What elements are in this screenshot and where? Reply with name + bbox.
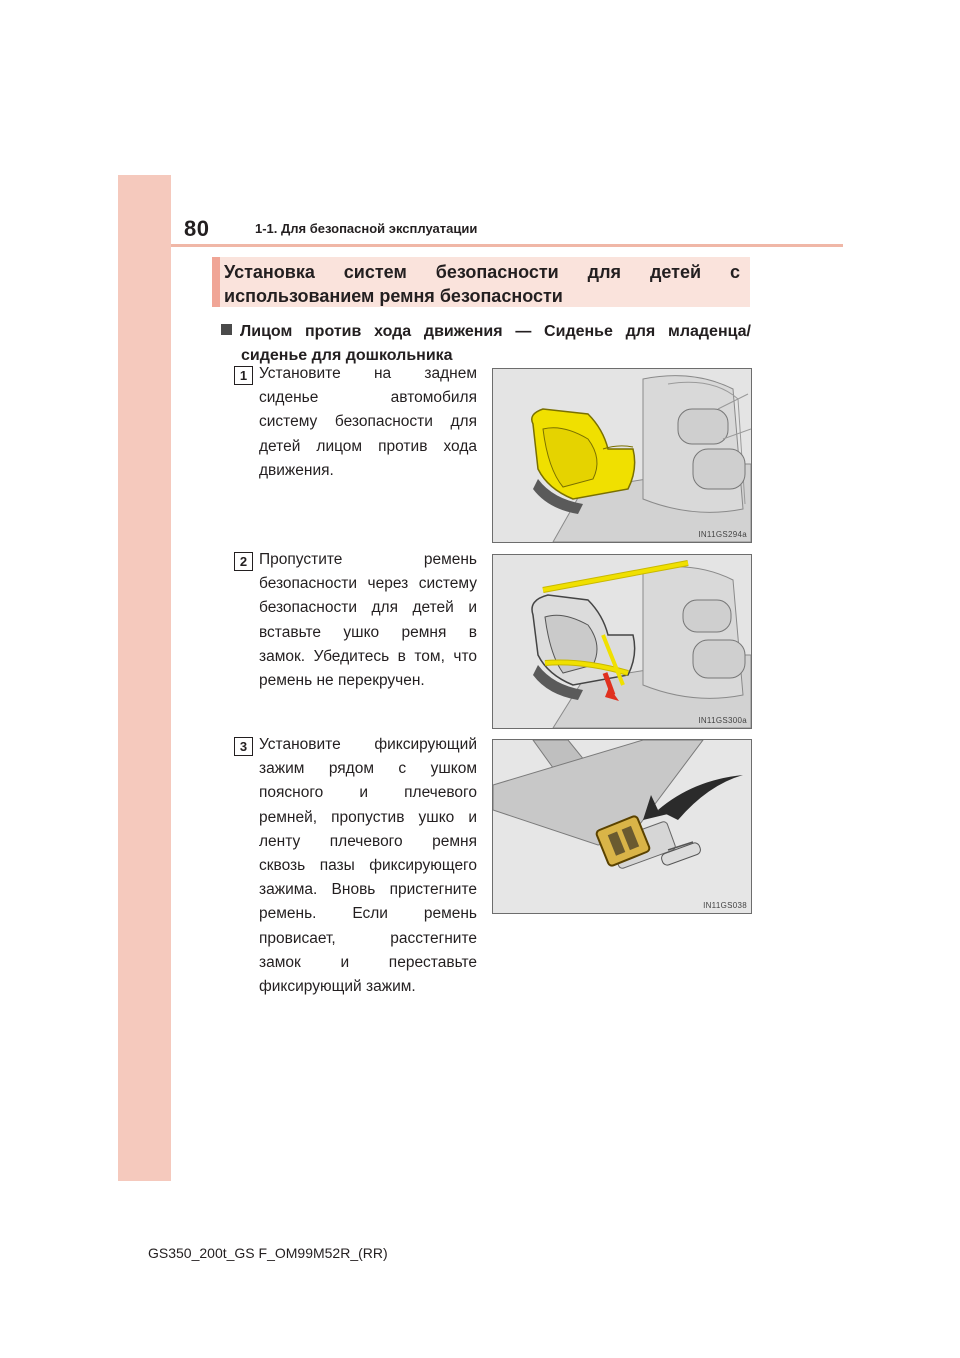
subheading-dash: — <box>515 323 532 340</box>
step-line: провисает, расстегните <box>259 929 477 947</box>
subheading-word: против <box>305 323 362 340</box>
step-line: Установите фиксирующий <box>259 736 477 753</box>
step-line: Пропустите ремень <box>259 551 477 568</box>
step-line: вставьте ушко ремня в <box>259 623 477 641</box>
figure-code: IN11GS038 <box>703 901 747 910</box>
subheading-word: Лицом <box>221 320 292 344</box>
step-2-text <box>259 548 477 693</box>
step-line: безопасности для детей и <box>259 599 477 617</box>
subheading-word: Сиденье <box>544 323 613 340</box>
page-number: 80 <box>184 216 210 241</box>
figure-1-child-seat-on-rear-seat <box>492 368 752 543</box>
belt-routing-illustration <box>493 555 751 728</box>
step-number-1: 1 <box>234 366 253 385</box>
banner-accent-bar <box>212 257 220 307</box>
step-line: замок. Убедитесь в том, что <box>259 647 477 665</box>
step-line: сквозь пазы фиксирующего <box>259 857 477 875</box>
subheading-word: для <box>625 323 656 340</box>
step-line: систему безопасности для <box>259 413 477 431</box>
step-line: зажима. Вновь пристегните <box>259 881 477 899</box>
step-line: поясного и плечевого <box>259 784 477 802</box>
step-line: Установите на заднем <box>259 365 477 382</box>
step-line: зажим рядом с ушком <box>259 760 477 778</box>
step-number-3: 3 <box>234 737 253 756</box>
step-3-text <box>259 733 477 999</box>
header-rule <box>171 244 843 247</box>
document-code: GS350_200t_GS F_OM99M52R_(RR) <box>148 1245 388 1261</box>
step-line: ремень не перекручен. <box>259 672 425 690</box>
banner-title: Установка систем безопасности для детей с использованием ремня безопасности <box>224 262 740 306</box>
step-line: сиденье автомобиля <box>259 389 477 407</box>
subheading-word: движения <box>423 323 503 340</box>
step-line: замок и переставьте <box>259 953 477 971</box>
step-line: ремней, пропустив ушко и <box>259 808 477 826</box>
child-seat-illustration <box>493 369 751 542</box>
section-title: 1-1. Для безопасной эксплуатации <box>255 221 478 236</box>
figure-code: IN11GS294a <box>698 530 747 539</box>
step-line: движения. <box>259 461 334 479</box>
chapter-sidebar-tab <box>118 175 171 1181</box>
subheading-line-1 <box>221 320 751 344</box>
step-line: детей лицом против хода <box>259 437 477 455</box>
step-line: фиксирующий зажим. <box>259 978 416 996</box>
step-line: ленту плечевого ремня <box>259 832 477 850</box>
step-1-text <box>259 362 477 483</box>
figure-2-belt-routing <box>492 554 752 729</box>
locking-clip-illustration <box>493 740 751 913</box>
step-line: безопасности через систему <box>259 575 477 593</box>
subheading-word: младенца/ <box>667 323 751 340</box>
square-bullet-icon <box>221 324 232 335</box>
step-line: ремень. Если ремень <box>259 905 477 923</box>
figure-code: IN11GS300a <box>698 716 747 725</box>
step-number-2: 2 <box>234 552 253 571</box>
subheading-word: хода <box>374 323 412 340</box>
subsection-heading <box>221 320 751 368</box>
figure-3-locking-clip <box>492 739 752 914</box>
subheading-line-2: сиденье для дошкольника <box>241 347 453 364</box>
